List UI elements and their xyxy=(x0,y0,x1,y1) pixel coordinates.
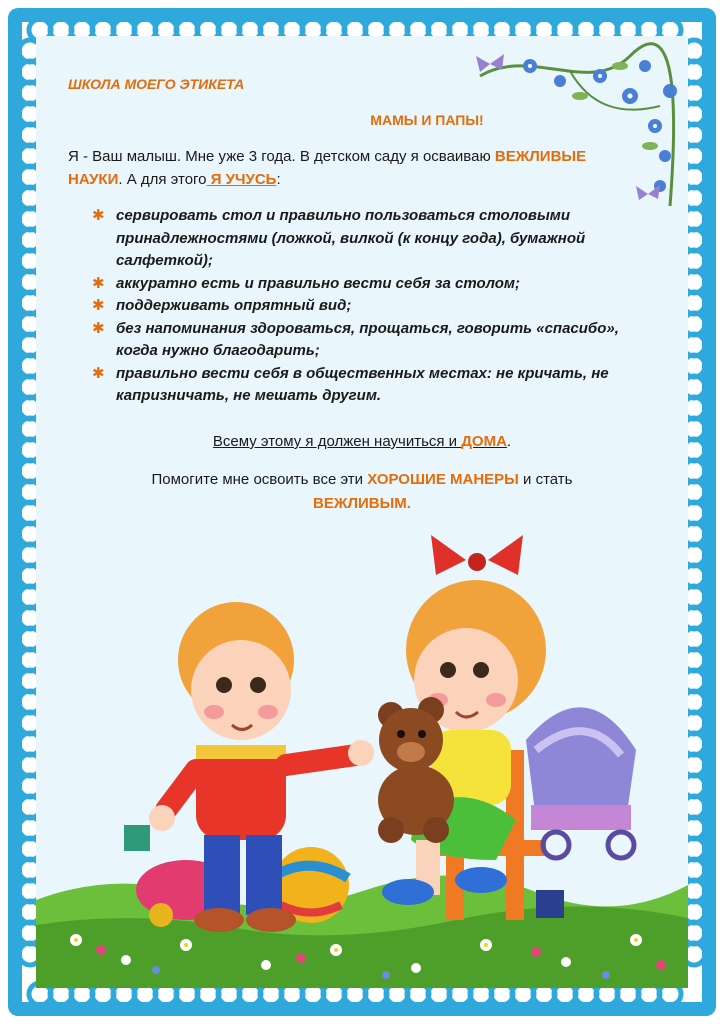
home-line xyxy=(0,433,724,450)
list-item-text: поддерживать опрятный вид; xyxy=(116,297,352,314)
help-paragraph xyxy=(0,468,724,516)
list-item xyxy=(88,318,648,363)
list-item xyxy=(88,273,648,296)
list-item-text: сервировать стол и правильно пользоваться столовыми принадлежностями (ложкой, вилкой (к концу года), бумажной салфеткой); xyxy=(116,207,586,269)
list-item xyxy=(88,295,648,318)
list-item xyxy=(88,363,648,408)
list-item xyxy=(88,205,648,273)
intro-text-2: . А для этого xyxy=(118,171,207,188)
intro-text-1: Я - Ваш малыш. Мне уже 3 года. В детском саду я осваиваю xyxy=(68,148,495,165)
help-text-1: Помогите мне освоить все эти xyxy=(151,471,368,488)
school-title: ШКОЛА МОЕГО ЭТИКЕТА xyxy=(68,76,245,92)
list-item-text: правильно вести себя в общественных местах: не кричать, не капризничать, не мешать другим. xyxy=(116,364,609,404)
greeting-title: МАМЫ И ПАПЫ! xyxy=(370,112,484,128)
bullet-icon: ✱ xyxy=(92,364,105,382)
rules-list xyxy=(88,205,648,408)
help-text-2: и стать xyxy=(518,471,573,488)
bullet-icon: ✱ xyxy=(92,274,105,292)
list-item-text: аккуратно есть и правильно вести себя за столом; xyxy=(116,274,521,292)
help-highlight-polite: ВЕЖЛИВЫМ. xyxy=(313,495,411,512)
bullet-icon: ✱ xyxy=(92,319,105,337)
bullet-icon: ✱ xyxy=(92,207,105,224)
home-end: . xyxy=(506,433,512,450)
intro-text-3: : xyxy=(276,171,281,188)
intro-paragraph xyxy=(68,145,608,191)
help-highlight-good-manners: ХОРОШИЕ МАНЕРЫ xyxy=(367,471,519,488)
home-text xyxy=(213,433,507,450)
home-text-main: Всему этому я должен научиться и xyxy=(212,433,462,450)
list-item-text: без напоминания здороваться, прощаться, говорить «спасибо», когда нужно благодарить; xyxy=(116,319,619,359)
intro-highlight-i-learn: Я УЧУСЬ xyxy=(206,171,277,188)
children-illustration xyxy=(36,520,688,988)
bullet-icon: ✱ xyxy=(92,297,105,314)
intro-highlight-polite-sciences: ВЕЖЛИВЫЕ НАУКИ xyxy=(68,148,587,188)
home-highlight: ДОМА xyxy=(461,433,507,450)
